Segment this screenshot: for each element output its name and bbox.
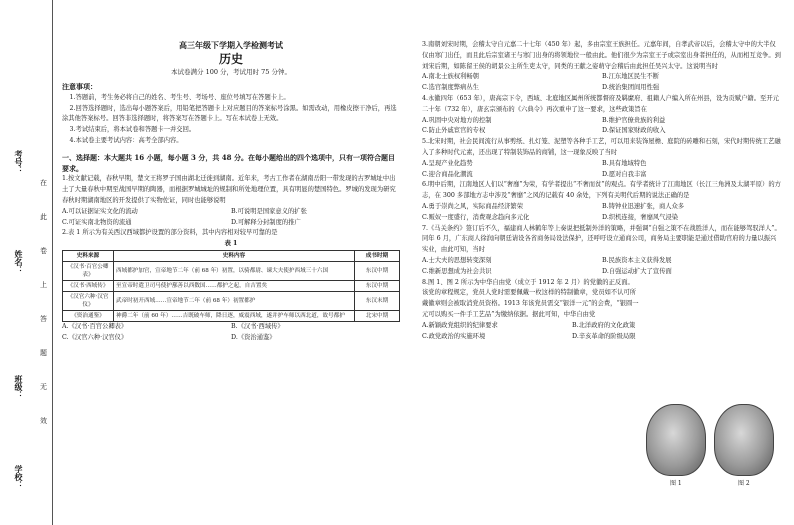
seal-char: 无: [40, 383, 47, 391]
option-d: D.自强运动扩大了宣传面: [602, 267, 672, 275]
seal-char: 题: [40, 349, 47, 357]
subject-title: 历史: [218, 52, 243, 66]
question-7-options: [422, 256, 782, 278]
exam-meta: 本试卷满分 100 分，考试用时 75 分钟。: [171, 68, 291, 76]
option-c: C.迎合商品化潮流: [422, 170, 473, 178]
option-d: D.《资治通鉴》: [231, 333, 276, 341]
table-cell: 东汉中期: [355, 261, 400, 280]
option-c: C.可证实南北物资的流通: [62, 218, 132, 226]
table-cell: 神爵二年（前 60 年）……吉既破车师，降日逐，威震西域，遂并护车师以西北道，故号都护: [114, 310, 355, 321]
option-a: A.巩固中央对地方的控制: [422, 116, 492, 124]
question-8-stem: 8.图 1、图 2 所示为中华自由党（成立于 1912 年 2 月）的党徽的正反面。该党的章程规定，党员人党时需要佩戴一枚这样的特制徽章，党员如不认可所戴徽章则会被取消党员资格。1913 年该党员需交“银洋一元”的会费，“银圆一元可以购买一件手工艺品”为缴纳依据。据此可知，中华自由党: [422, 278, 639, 318]
question-8-options: [422, 321, 722, 343]
option-a: A.士大夫的思想转变深刻: [422, 256, 492, 264]
seal-char: 卷: [40, 247, 47, 255]
class-label: 班级：: [14, 375, 24, 399]
table-cell: 东汉中期: [355, 280, 400, 291]
option-b: B.北洋政府的文化政策: [572, 321, 636, 329]
section-heading: 一、选择题：本大题共 16 小题，每小题 3 分，共 48 分。在每小题给出的四个选项中，只有一项符合题目要求。: [62, 152, 395, 173]
question-1-stem: 1.按文献记载，春秋早期，楚文王将罗子国由湖北迁徙到湖南。近年来，考古工作者在湖南岳阳一带发现的古罗城址中出土了大量春秋中期至战国早期的陶器，而根据罗城城址的规制和所处地理位置，具有明显的楚国特色。罗城的发现为研究春秋时期湖南地区的开发提供了实物佐证，同时也能够说明: [62, 175, 396, 204]
question-3-stem: 3.南朝刘宋时期，会稽太守自元嘉二十七年（450 年）起，多由宗室王族担任。元嘉年间，自孝武帝以后，会稽太守中的大半仅仅由寒门出任，而且此后宗室诸王与寒门出身的将领地位一般由此。他们很少为宗室王子或宗室出身者担任的，从而相互竞争。到刘宋后期，如陈留王侯的胡景公主所生吏太守，同类的王献之姿萌守会稽后由此担任吴兴太守。这说明当时: [422, 41, 781, 70]
question-2-options: [62, 322, 400, 344]
table-cell: 《汉书·西域传》: [63, 280, 114, 291]
option-b: B.具有地域特色: [602, 159, 647, 167]
notice-item: 2.回答选择题时，选出每小题答案后，用铅笔把答题卡上对应题目的答案标号涂黑。如需改动，用橡皮擦干净后，再选涂其他答案标号。回答非选择题时，将答案写在答题卡上。写在本试卷上无效。: [62, 104, 397, 123]
option-b: B.铸钟业迅速扩张，商人众多: [602, 202, 685, 210]
table-cell: 东汉末期: [355, 291, 400, 310]
question-4-stem: 4.永徽四年（653 年），唐高宗下令，西域、北庭地区属州所统都督府及羁縻府、祖籍人户编入所在州县，设为贡赋户籍。至开元二十年（732 年），唐玄宗颁布的《六典令》再次重申了这一要求，这些政策旨在: [422, 94, 779, 113]
table-cell: 武帝时初开西域……宣帝地节二年（前 68 年）初置都护: [114, 291, 355, 310]
table-row: [63, 310, 400, 321]
option-d: D.可解释分封制度的推广: [231, 218, 301, 226]
seal-char: 此: [40, 213, 47, 221]
notice-item: 3.考试结束后，将本试卷和答题卡一并交回。: [69, 126, 196, 134]
question-5-options: [422, 159, 782, 181]
seal-char: 效: [40, 417, 47, 425]
option-b: B.江东地区民生不断: [602, 73, 660, 81]
table-title: 表 1: [224, 240, 238, 248]
option-a: A.南北士族权利畅朝: [422, 73, 479, 81]
notice-item: 4.本试卷主要考试内容：高考全部内容。: [69, 136, 183, 144]
option-d: D.织机连接，奢靡风气浸染: [602, 213, 679, 221]
table-cell: 《汉书·百官公卿表》: [63, 261, 114, 280]
figure-1-caption: 图 1: [670, 480, 682, 487]
exam-number-label: 考号：: [14, 150, 24, 174]
table-row: [63, 280, 400, 291]
table-cell: 至宣帝时遣卫司马使护鄯善以西数国……都护之起，自吉置矣: [114, 280, 355, 291]
seal-char: 答: [40, 315, 47, 323]
table-header: 史料内容: [114, 250, 355, 261]
badge-back-image: [714, 404, 774, 476]
option-a: A.可以证据证实文化的流动: [62, 207, 138, 215]
option-c: C.《汉官六种·汉官仪》: [62, 333, 128, 341]
table-header-row: [63, 250, 400, 261]
table-cell: 《资治通鉴》: [63, 310, 114, 321]
option-a: A.勇于崇尚之风，实际商品经济繁荣: [422, 202, 524, 210]
option-a: A.《汉书·百官公卿表》: [62, 322, 128, 330]
right-column: [422, 40, 782, 342]
option-a: A.呈现产业化趋势: [422, 159, 473, 167]
table-cell: 北宋中期: [355, 310, 400, 321]
seal-char: 上: [40, 281, 47, 289]
question-6-options: [422, 202, 782, 224]
table-cell: 《汉官六种·汉官仪》: [63, 291, 114, 310]
option-c: C.选官制度弊病丛生: [422, 84, 479, 92]
source-table: [62, 250, 400, 322]
question-4-options: [422, 116, 782, 138]
table-header: 成书时期: [355, 250, 400, 261]
name-label: 姓名：: [14, 250, 24, 274]
binding-margin: [0, 0, 53, 525]
option-b: B.民族资本主义获得发展: [602, 256, 672, 264]
option-b: B.《汉书·西域传》: [231, 322, 284, 330]
badge-front-image: [646, 404, 706, 476]
option-c: C.贩奴一度盛行，消费观念趋向多元化: [422, 213, 530, 221]
option-d: D.统治集团间用性强: [602, 84, 660, 92]
option-c: C.维新思想成为社会共识: [422, 267, 492, 275]
option-c: C.政党政治的实施环境: [422, 332, 486, 340]
question-3-options: [422, 72, 782, 94]
option-b: B.可说明是国家意义的扩张: [231, 207, 307, 215]
option-c: C.防止外戚宦官的专权: [422, 127, 486, 135]
question-7-stem: 7.《马关条约》签订后不久，福建商人林鹤年等上奏说把抵制外洋的策略，并强调“自强之策不在战胜洋人，而在能够驾驭洋人”。同年 6 月，广东商人徐润向朝廷请设各省商务局设法保护，还呼吁设立通商公司，商务局主要职能是通过借助官府的力量以振兴实业，由此可知，当时: [422, 224, 781, 254]
seal-char: 在: [40, 179, 47, 187]
notice-item: 1.答题前，考生务必将自己的姓名、考生号、考场号、座位号填写在答题卡上。: [69, 93, 290, 101]
figure-2-caption: 图 2: [738, 480, 750, 487]
option-d: D.辛亥革命的阶级局限: [572, 332, 636, 340]
question-6-stem: 6.明中后期，江南地区人们以“奢靡”为荣，有学者提出“不奢而贫”的观点。有学者统计了江南地区（长江三角洲及太湖平原）的方志，在 300 多部地方志中涉及“奢靡”之风的记载有 40 余处，下列有关明代后期的说法正确的是: [422, 181, 781, 200]
option-a: A.新颖政党组织的纪律要求: [422, 321, 498, 329]
school-label: 学校：: [14, 465, 24, 489]
table-row: [63, 261, 400, 280]
question-5-stem: 5.北宋时期，社会民间流行从事剪纸、扎灯笼、泥塑等各种手工艺，可以用来装饰屋檐、庭院的砖雕和石刻，宋代时期传统工艺融入了多种时代元素，还出现了特制装饰品的商铺，这一现象反映了当时: [422, 138, 781, 156]
question-1-options: [62, 207, 400, 229]
table-cell: 西域都护加官，宣帝地节二年（前 68 年）初置，以骑都尉、谏大夫使护西域三十六国: [114, 261, 355, 280]
table-row: [63, 291, 400, 310]
option-d: D.愿对自我丰富: [602, 170, 647, 178]
exam-title: 高三年级下学期入学检测考试: [179, 40, 283, 50]
option-d: D.保证国家财政的收入: [602, 127, 666, 135]
option-b: B.维护官僚贵族的利益: [602, 116, 666, 124]
left-column: [62, 0, 400, 344]
notice-heading: 注意事项：: [62, 82, 97, 91]
question-2-stem: 2.表 1 所示为有关西汉西域都护设置的部分资料，其中内容相对较早可靠的是: [62, 229, 278, 237]
table-header: 史料来源: [63, 250, 114, 261]
